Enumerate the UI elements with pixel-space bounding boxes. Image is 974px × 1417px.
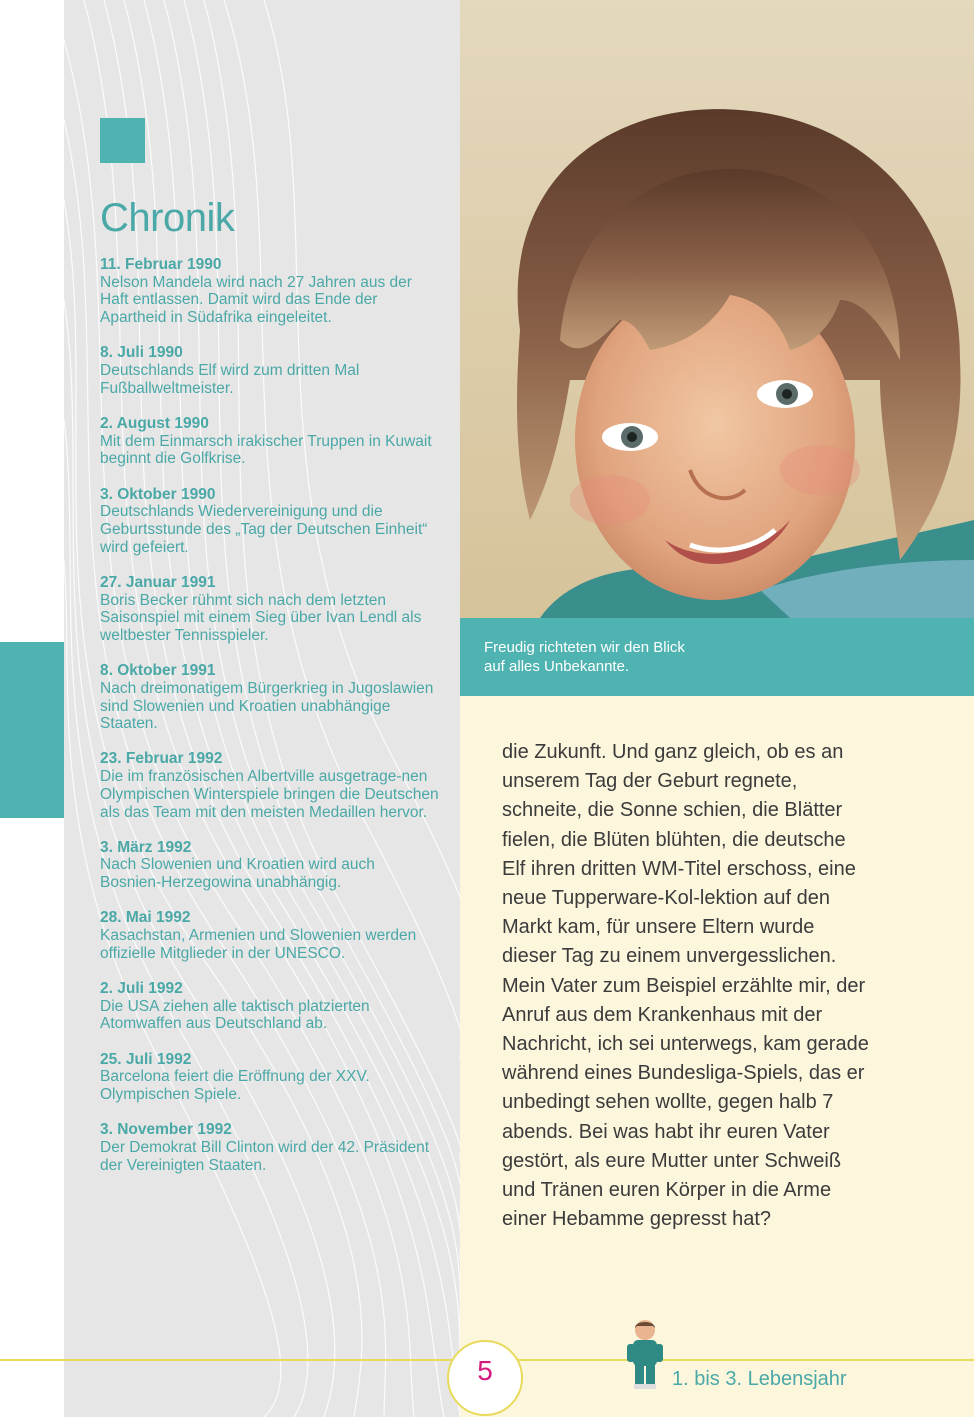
chronik-list (100, 256, 440, 1192)
chronik-entry-date: 25. Juli 1992 (100, 1050, 192, 1068)
toddler-figure-icon (623, 1318, 667, 1390)
chronik-entry-text: Die im französischen Albertville ausgetrage-nen Olympischen Winterspiele bringen die Deutschen als das Team mit den meisten Medaillen hervor. (100, 768, 439, 821)
chronik-entry-text: Deutschlands Elf wird zum dritten Mal Fußballweltmeister. (100, 362, 360, 397)
chronik-entry-text: Kasachstan, Armenien und Slowenien werden offizielle Mitglieder in der UNESCO. (100, 927, 417, 962)
chronik-entry (100, 415, 440, 468)
chronik-entry-text: Nach dreimonatigem Bürgerkrieg in Jugoslawien sind Slowenien und Kroatien unabhängige Staaten. (100, 679, 434, 733)
chronik-entry-date: 11. Februar 1990 (100, 256, 222, 273)
chronik-entry (100, 750, 440, 821)
chronik-entry (100, 486, 440, 557)
chronik-title: Chronik (100, 196, 235, 240)
chronik-entry (100, 256, 440, 327)
chronik-entry (100, 839, 440, 892)
chronik-entry-date: 8. Juli 1990 (100, 344, 183, 362)
chronik-entry (100, 909, 440, 962)
chronik-entry (100, 574, 440, 645)
child-photo (460, 0, 974, 618)
chronik-entry (100, 980, 440, 1033)
chronik-entry-text: Der Demokrat Bill Clinton wird der 42. Präsident der Vereinigten Staaten. (100, 1138, 430, 1174)
chronik-entry-text: Die USA ziehen alle taktisch platzierten Atomwaffen aus Deutschland ab. (100, 997, 370, 1033)
page-number: 5 (477, 1355, 493, 1386)
chronik-entry-text: Barcelona feiert die Eröffnung der XXV. Olympischen Spiele. (100, 1068, 370, 1104)
chronik-entry-text: Mit dem Einmarsch irakischer Truppen in Kuwait beginnt die Golfkrise. (100, 432, 432, 468)
photo-caption-line: auf alles Unbekannte. (484, 658, 630, 675)
chronik-entry-text: Nelson Mandela wird nach 27 Jahren aus der Haft entlassen. Damit wird das Ende der Apartheid in Südafrika eingeleitet. (100, 273, 412, 327)
accent-square (100, 118, 145, 163)
child-portrait-illustration (460, 0, 974, 618)
chronik-entry (100, 344, 440, 397)
chronik-entry-date: 28. Mai 1992 (100, 909, 191, 927)
photo-caption (484, 638, 784, 676)
chronik-entry-text: Boris Becker rühmt sich nach dem letzten Saisonspiel mit einem Sieg über Ivan Lendl als weltbester Tennisspieler. (100, 591, 422, 644)
chronik-entry-date: 2. Juli 1992 (100, 980, 183, 997)
chronik-entry-date: 8. Oktober 1991 (100, 662, 216, 680)
chronik-entry-date: 2. August 1990 (100, 414, 209, 432)
chronik-entry (100, 1121, 440, 1174)
body-paragraph: die Zukunft. Und ganz gleich, ob es an unserem Tag der Geburt regnete, schneite, die Sonne schien, die Blätter fielen, die Blüten blühten, die deutsche Elf ihren dritten WM-Titel erschoss, eine neue Tupperware-Kol-lektion auf den Markt kam, für unsere Eltern wurde dieser Tag zu einem unvergesslichen. Mein Vater zum Beispiel erzählte mir, der Anruf aus dem Krankenhaus mit der Nachricht, ich sei unterwegs, kam gerade während eines Bundesliga-Spiels, das er unbedingt sehen wollte, gegen halb 7 abends. Bei was habt ihr euren Vater gestört, als eure Mutter unter Schweiß und Tränen euren Körper in die Arme einer Hebamme gepresst hat? (502, 741, 869, 1231)
chronik-entry-date: 23. Februar 1992 (100, 750, 223, 768)
chronik-entry-text: Nach Slowenien und Kroatien wird auch Bosnien-Herzegowina unabhängig. (100, 856, 375, 892)
chronik-entry-date: 3. November 1992 (100, 1121, 232, 1139)
chronik-entry-text: Deutschlands Wiedervereinigung und die Geburtsstunde des „Tag der Deutschen Einheit“ wird gefeiert. (100, 503, 428, 556)
chronik-entry-date: 3. Oktober 1990 (100, 485, 216, 503)
chronik-entry-date: 27. Januar 1991 (100, 573, 216, 591)
section-label: 1. bis 3. Lebensjahr (672, 1368, 847, 1390)
chronik-entry (100, 662, 440, 733)
photo-caption-bar (460, 618, 974, 696)
chronik-entry-date: 3. März 1992 (100, 838, 192, 856)
chronik-entry (100, 1051, 440, 1104)
photo-caption-line: Freudig richteten wir den Blick (484, 639, 685, 656)
side-tab-marker (0, 642, 64, 818)
